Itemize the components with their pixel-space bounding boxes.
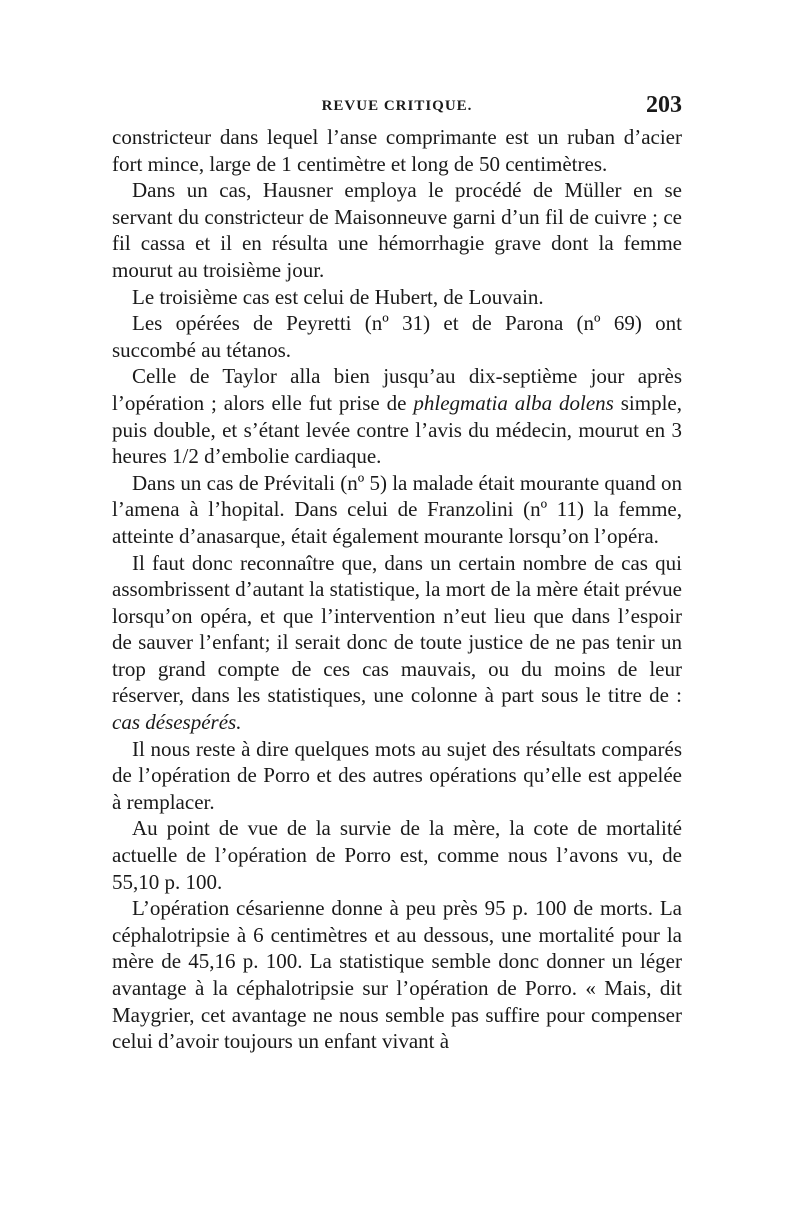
paragraph-reconnaitre-italic: cas désespérés. (112, 710, 242, 735)
paragraph-hausner: Dans un cas, Hausner employa le procédé de Müller en se servant du constricteur de Maisonneuve garni d’un fil de cuivre ; ce fil cassa et il en résulta une hémorrhagie grave dont la femme mourut au troisième jour. (112, 178, 682, 282)
paragraph-hubert: Le troisième cas est celui de Hubert, de Louvain. (132, 284, 544, 309)
running-head (112, 92, 682, 122)
page-number: 203 (646, 92, 682, 118)
paragraph-taylor (112, 363, 682, 469)
paragraph-survie: Au point de vue de la survie de la mère, la cote de mortalité actuelle de l’opération de Porro est, comme nous l’avons vu, de 55,10 p. 100. (112, 816, 682, 894)
paragraph-continuation: constricteur dans lequel l’anse comprimante est un ruban d’acier fort mince, large de 1 centimètre et long de 50 centimètres. (112, 125, 682, 176)
paragraph-taylor-before: Celle de Taylor alla bien jusqu’au dix-septième jour après l’opération ; alors elle fut prise de (112, 364, 682, 415)
paragraph-taylor-italic: phlegmatia alba dolens (413, 390, 614, 415)
paragraph-tetanos: Les opérées de Peyretti (nº 31) et de Parona (nº 69) ont succombé au tétanos. (112, 311, 682, 362)
running-title: REVUE CRITIQUE. (321, 98, 473, 114)
paragraph-reconnaitre (112, 550, 682, 736)
body-text (112, 124, 682, 1055)
paragraph-reconnaitre-before: Il faut donc reconnaître que, dans un certain nombre de cas qui assombrissent d’autant la statistique, la mort de la mère était prévue lorsqu’on opéra, et que l’intervention n’eut lieu que dans l’espoir de sauver l’enfant; il serait donc de toute justice de ne pas tenir un trop grand compte de ces cas mauvais, ou du moins de leur réserver, dans les statistiques, une colonne à part sous le titre de : (112, 550, 682, 708)
paragraph-previtali: Dans un cas de Prévitali (nº 5) la malade était mourante quand on l’amena à l’hopital. Dans celui de Franzolini (nº 11) la femme, atteinte d’anasarque, était également mourante lorsqu’on l’opéra. (112, 470, 682, 548)
paragraph-cesarienne: L’opération césarienne donne à peu près 95 p. 100 de morts. La céphalotripsie à 6 centimètres et au dessous, une mortalité pour la mère de 45,16 p. 100. La statistique semble donc donner un léger avantage à la céphalotripsie sur l’opération de Porro. « Mais, dit Maygrier, cet avantage ne nous semble pas suffire pour compenser celui d’avoir toujours un enfant vivant à (112, 896, 682, 1054)
paragraph-resultats: Il nous reste à dire quelques mots au sujet des résultats comparés de l’opération de Porro et des autres opérations qu’elle est appelée à remplacer. (112, 736, 682, 814)
paragraph-taylor-after: simple, puis double, et s’étant levée contre l’avis du médecin, mourut en 3 heures 1/2 d’embolie cardiaque. (112, 390, 683, 469)
